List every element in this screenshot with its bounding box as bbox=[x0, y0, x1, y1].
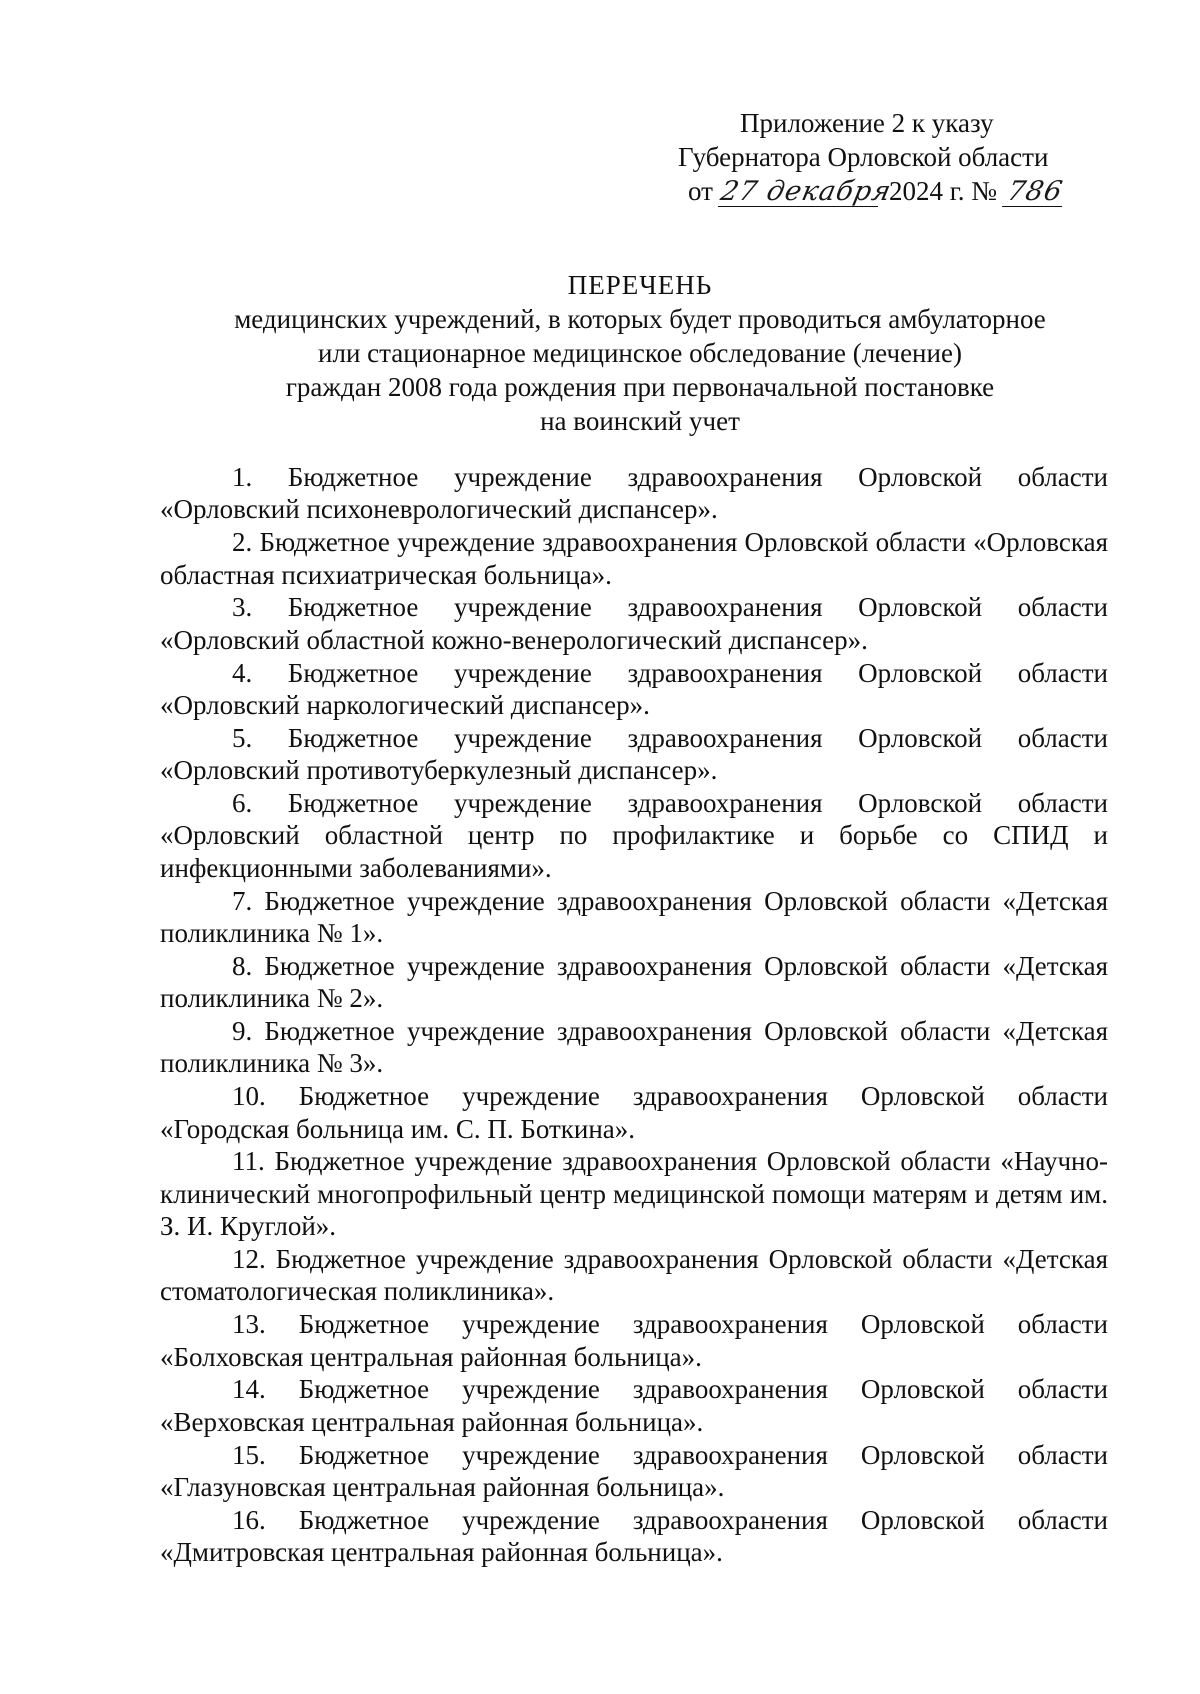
list-item: 15. Бюджетное учреждение здравоохранения Орловской области «Глазуновская центральная районная больница». bbox=[160, 1439, 1108, 1503]
list-item: 12. Бюджетное учреждение здравоохранения Орловской области «Детская стоматологическая поликлиника». bbox=[160, 1244, 1108, 1307]
document-title: ПЕРЕЧЕНЬ bbox=[567, 270, 713, 300]
list-item: 2. Бюджетное учреждение здравоохранения Орловской области «Орловская областная психиатрическая больница». bbox=[160, 527, 1108, 590]
subtitle-line-4: на воинский учет bbox=[540, 406, 740, 436]
appendix-header bbox=[670, 106, 1090, 208]
list-item: 7. Бюджетное учреждение здравоохранения Орловской области «Детская поликлиника № 1». bbox=[160, 885, 1108, 949]
list-item: 3. Бюджетное учреждение здравоохранения Орловской области «Орловский областной кожно-венерологический диспансер». bbox=[160, 592, 1108, 655]
list-item: 9. Бюджетное учреждение здравоохранения Орловской области «Детская поликлиника № 3». bbox=[160, 1016, 1108, 1079]
appendix-line-1: Приложение 2 к указу bbox=[740, 108, 994, 138]
institution-list bbox=[160, 461, 1108, 1569]
subtitle-line-1: медицинских учреждений, в которых будет проводиться амбулаторное bbox=[234, 304, 1046, 334]
subtitle-line-3: граждан 2008 года рождения при первоначальной постановке bbox=[285, 372, 995, 402]
subtitle-line-2: или стационарное медицинское обследование (лечение) bbox=[318, 338, 962, 368]
list-item: 10. Бюджетное учреждение здравоохранения Орловской области «Городская больница им. С. П. Боткина». bbox=[160, 1081, 1108, 1144]
year-number-label: 2024 г. № bbox=[888, 176, 997, 206]
list-item: 16. Бюджетное учреждение здравоохранения Орловской области «Дмитровская центральная районная больница». bbox=[160, 1504, 1108, 1568]
date-prefix: от bbox=[688, 176, 713, 206]
list-item: 13. Бюджетное учреждение здравоохранения Орловской области «Болховская центральная районная больница». bbox=[160, 1309, 1108, 1372]
list-item: 1. Бюджетное учреждение здравоохранения Орловской области «Орловский психоневрологический диспансер». bbox=[160, 462, 1108, 525]
list-item: 8. Бюджетное учреждение здравоохранения Орловской области «Детская поликлиника № 2». bbox=[160, 950, 1108, 1014]
list-item: 14. Бюджетное учреждение здравоохранения Орловской области «Верховская центральная районная больница». bbox=[160, 1374, 1108, 1437]
appendix-line-3 bbox=[670, 174, 1090, 208]
list-item: 5. Бюджетное учреждение здравоохранения Орловской области «Орловский противотуберкулезный диспансер». bbox=[160, 722, 1108, 786]
list-item: 11. Бюджетное учреждение здравоохранения Орловской области «Научно-клинический многопрофильный центр медицинской помощи матерям и детям им. З. И. Круглой». bbox=[160, 1146, 1108, 1242]
list-item: 4. Бюджетное учреждение здравоохранения Орловской области «Орловский наркологический диспансер». bbox=[160, 657, 1108, 721]
document-title-block bbox=[160, 268, 1120, 438]
handwritten-number: 786 bbox=[1002, 178, 1068, 207]
handwritten-date: 27 декабря bbox=[717, 176, 895, 207]
appendix-line-2: Губернатора Орловской области bbox=[678, 142, 1049, 172]
list-item: 6. Бюджетное учреждение здравоохранения Орловской области «Орловский областной центр по профилактике и борьбе со СПИД и инфекционными заболеваниями». bbox=[160, 788, 1108, 883]
